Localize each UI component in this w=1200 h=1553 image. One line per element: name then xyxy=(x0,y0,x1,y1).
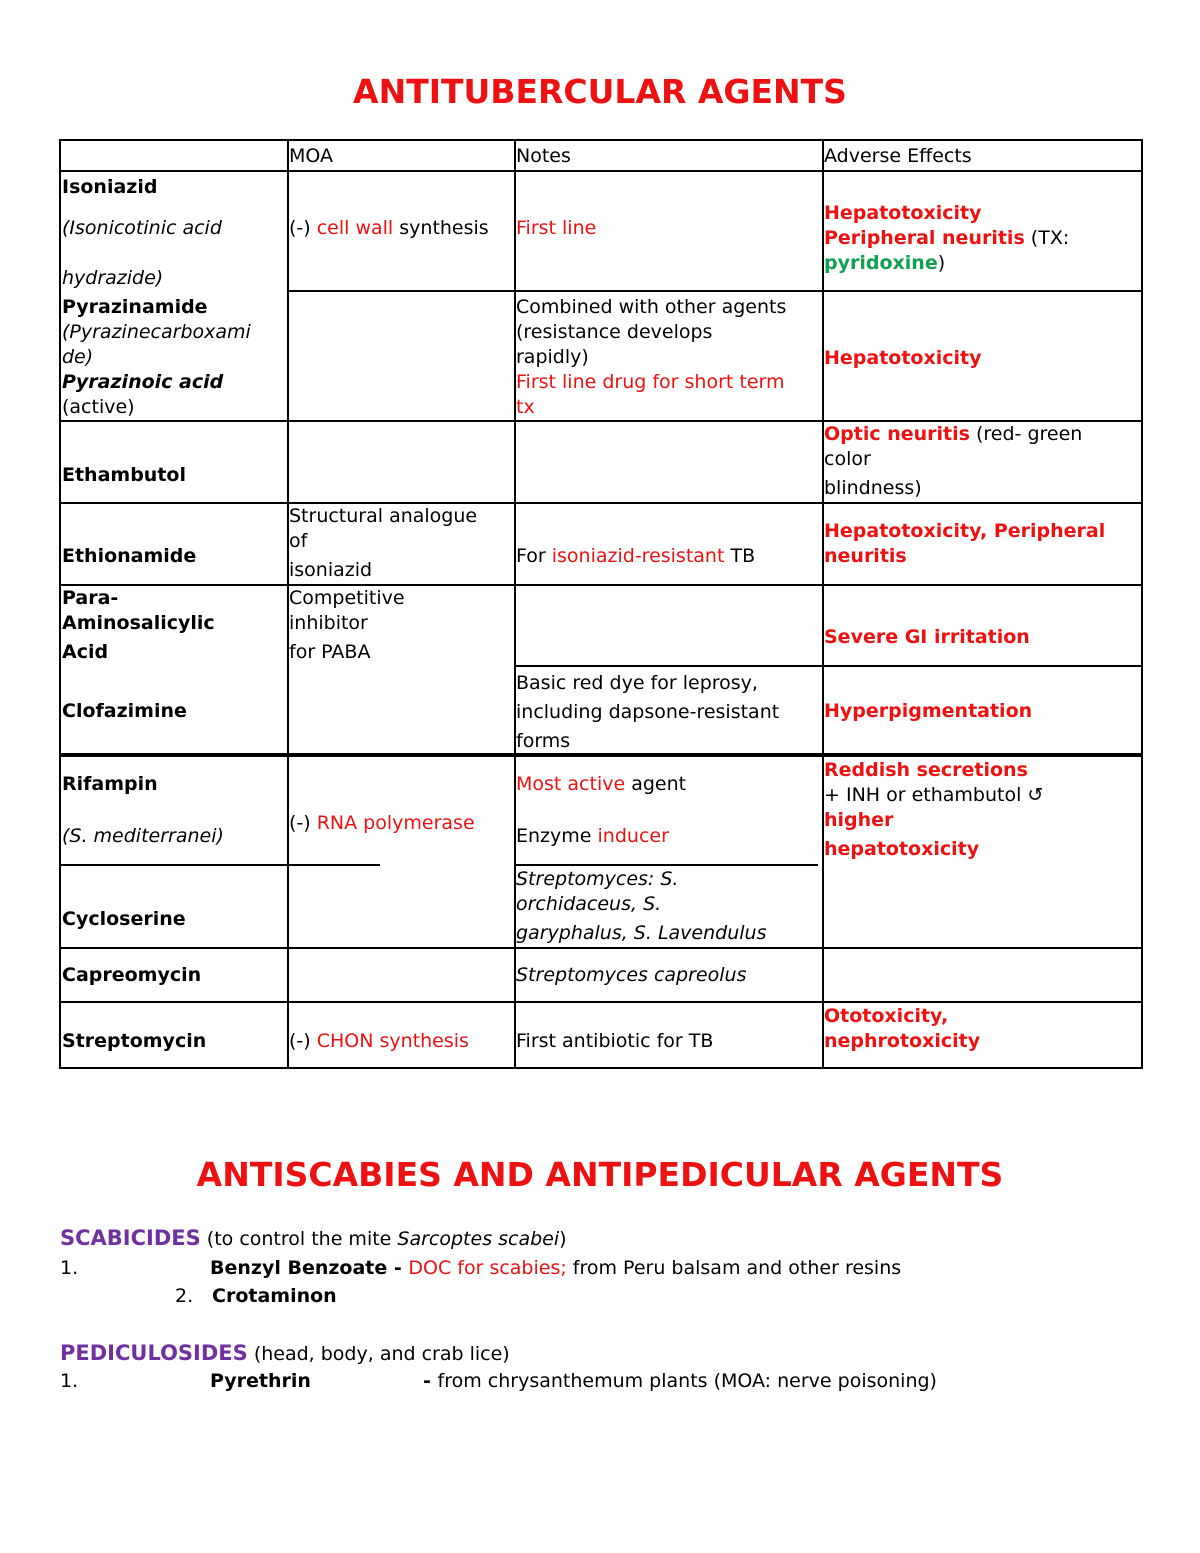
antitubercular-table xyxy=(59,139,1143,1069)
ethionamide-name: Ethionamide xyxy=(62,545,197,567)
row-divider xyxy=(61,864,380,866)
streptomycin-moa: (-) CHON synthesis xyxy=(289,1030,469,1052)
pediculosides-item-1: 1. Pyrethrin - from chrysanthemum plants (MOA: nerve poisoning) xyxy=(60,1370,937,1392)
scabicides-item-1: 1. Benzyl Benzoate - DOC for scabies; from Peru balsam and other resins xyxy=(60,1257,902,1279)
scabicides-item-2: 2. Crotaminon xyxy=(175,1285,337,1307)
row-divider xyxy=(514,665,1141,667)
pyrazinamide-notes: Combined with other agents (resistance develops rapidly) First line drug for short term tx xyxy=(516,296,787,418)
pyrazinamide-adverse-effects: Hepatotoxicity xyxy=(824,347,982,369)
scabicides-heading: SCABICIDES xyxy=(60,1226,201,1250)
page-title: ANTITUBERCULAR AGENTS xyxy=(353,72,847,111)
isoniazid-notes: First line xyxy=(516,217,597,239)
capreomycin-name: Capreomycin xyxy=(62,964,202,986)
clofazimine-notes: Basic red dye for leprosy, including dapsone-resistant forms xyxy=(516,672,780,752)
column-divider xyxy=(822,141,824,1067)
streptomycin-name: Streptomycin xyxy=(62,1030,207,1052)
drug-name: Isoniazid xyxy=(62,176,158,198)
arrow-icon: ↺ xyxy=(1027,784,1044,806)
rifampin-name-cell: Rifampin (S. mediterranei) xyxy=(62,773,224,847)
pas-name-cell: Para- Aminosalicylic Acid xyxy=(62,587,215,663)
row-divider xyxy=(514,864,818,866)
streptomycin-notes: First antibiotic for TB xyxy=(516,1030,714,1052)
scabicides-heading-line: SCABICIDES (to control the mite Sarcoptes scabei) xyxy=(60,1226,567,1250)
header-moa: MOA xyxy=(289,145,334,167)
row-divider xyxy=(287,290,1141,292)
drug-name: Pyrazinamide xyxy=(62,296,208,318)
ethambutol-name: Ethambutol xyxy=(62,464,186,486)
pediculosides-heading: PEDICULOSIDES xyxy=(60,1341,248,1365)
clofazimine-adverse-effects: Hyperpigmentation xyxy=(824,700,1033,722)
isoniazid-adverse-effects: Hepatotoxicity Peripheral neuritis (TX: pyridoxine) xyxy=(824,202,1070,274)
header-notes: Notes xyxy=(516,145,571,167)
cycloserine-notes: Streptomyces: S. orchidaceus, S. garyphalus, S. Lavendulus xyxy=(516,868,767,944)
capreomycin-notes: Streptomyces capreolus xyxy=(516,964,747,986)
isoniazid-moa: (-) cell wall synthesis xyxy=(289,217,489,239)
ethionamide-adverse-effects: Hepatotoxicity, Peripheral neuritis xyxy=(824,520,1106,567)
row-divider xyxy=(61,1001,1141,1003)
pediculosides-heading-line: PEDICULOSIDES (head, body, and crab lice) xyxy=(60,1341,510,1365)
rifampin-moa: (-) RNA polymerase xyxy=(289,812,475,834)
rifampin-notes: Most active agent Enzyme inducer xyxy=(516,773,687,847)
row-divider xyxy=(61,584,1141,586)
streptomycin-adverse-effects: Ototoxicity, nephrotoxicity xyxy=(824,1005,981,1052)
pas-adverse-effects: Severe GI irritation xyxy=(824,626,1030,648)
row-divider xyxy=(61,947,1141,949)
isoniazid-name-cell: Isoniazid (Isonicotinic acid hydrazide) xyxy=(62,176,222,289)
ethambutol-adverse-effects: Optic neuritis (red- green color blindness) xyxy=(824,423,1083,499)
rifampin-adverse-effects: Reddish secretions + INH or ethambutol ↺ higher hepatotoxicity xyxy=(824,759,1044,860)
pas-moa: Competitive inhibitor for PABA xyxy=(289,587,405,663)
section-title: ANTISCABIES AND ANTIPEDICULAR AGENTS xyxy=(196,1155,1004,1194)
row-divider xyxy=(61,170,1141,172)
ethionamide-notes: For isoniazid-resistant TB xyxy=(516,545,756,567)
cycloserine-name: Cycloserine xyxy=(62,908,186,930)
header-adverse-effects: Adverse Effects xyxy=(824,145,972,167)
clofazimine-name: Clofazimine xyxy=(62,700,187,722)
ethionamide-moa: Structural analogue of isoniazid xyxy=(289,505,478,581)
pyrazinamide-name-cell: Pyrazinamide (Pyrazinecarboxami de) Pyrazinoic acid (active) xyxy=(62,296,251,418)
row-divider xyxy=(61,502,1141,504)
